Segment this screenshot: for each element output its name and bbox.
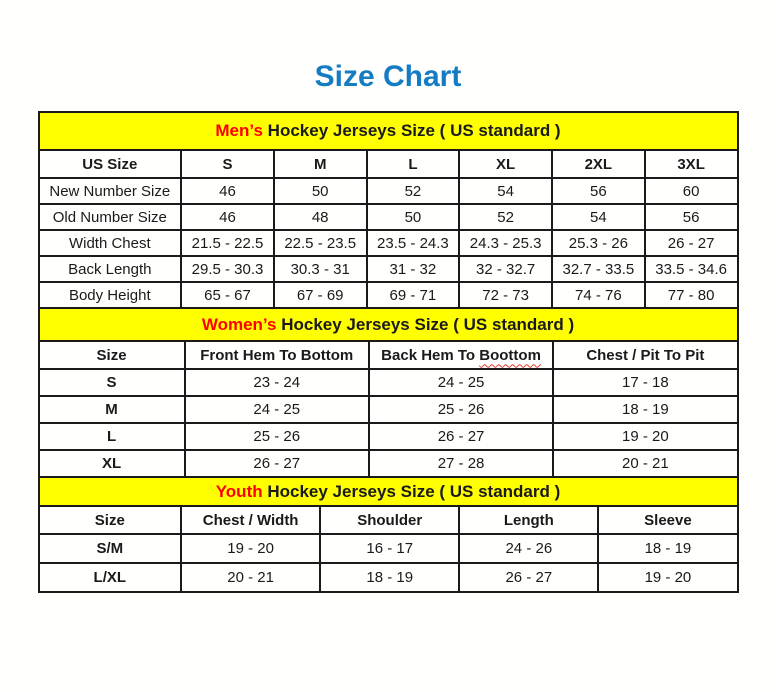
column-header-cell <box>369 341 553 369</box>
table-cell: 46 <box>181 178 274 204</box>
column-header-cell: 3XL <box>645 150 738 178</box>
row-label-cell: Width Chest <box>39 230 182 256</box>
womens-column-header-row <box>39 341 738 369</box>
page-title: Size Chart <box>314 60 462 93</box>
table-cell: 60 <box>645 178 738 204</box>
row-label-cell: M <box>39 396 185 423</box>
table-cell: 52 <box>459 204 552 230</box>
table-cell: 18 - 19 <box>598 534 737 563</box>
table-cell: 25.3 - 26 <box>552 230 645 256</box>
row-label-cell: New Number Size <box>39 178 182 204</box>
table-cell: 21.5 - 22.5 <box>181 230 274 256</box>
womens-size-table <box>38 307 739 478</box>
table-cell: 48 <box>274 204 367 230</box>
table-cell: 19 - 20 <box>181 534 320 563</box>
column-header-cell: Size <box>39 341 185 369</box>
table-row <box>39 534 738 563</box>
column-header-cell: Chest / Width <box>181 506 320 534</box>
table-row <box>39 230 738 256</box>
row-label-cell: Body Height <box>39 282 182 308</box>
column-header-cell: 2XL <box>552 150 645 178</box>
mens-size-table <box>38 111 739 309</box>
table-cell: 32 - 32.7 <box>459 256 552 282</box>
table-row <box>39 396 738 423</box>
column-header-cell: XL <box>459 150 552 178</box>
column-header-cell: S <box>181 150 274 178</box>
row-label-cell: L <box>39 423 185 450</box>
table-row <box>39 369 738 396</box>
mens-section-highlight: Men’s <box>215 121 263 140</box>
column-header-cell: Chest / Pit To Pit <box>553 341 737 369</box>
table-row <box>39 282 738 308</box>
column-header-cell: Sleeve <box>598 506 737 534</box>
table-cell: 18 - 19 <box>320 563 459 592</box>
table-cell: 69 - 71 <box>367 282 460 308</box>
table-cell: 65 - 67 <box>181 282 274 308</box>
mens-section-header-cell <box>39 112 738 150</box>
table-cell: 52 <box>367 178 460 204</box>
column-header-cell: Front Hem To Bottom <box>185 341 369 369</box>
row-label-cell: S/M <box>39 534 182 563</box>
column-header-cell: M <box>274 150 367 178</box>
mens-column-header-row <box>39 150 738 178</box>
table-cell: 50 <box>367 204 460 230</box>
table-cell: 20 - 21 <box>181 563 320 592</box>
column-header-cell: Size <box>39 506 182 534</box>
table-cell: 77 - 80 <box>645 282 738 308</box>
table-cell: 20 - 21 <box>553 450 737 477</box>
table-cell: 19 - 20 <box>598 563 737 592</box>
misspelled-word: Boottom <box>479 346 541 364</box>
column-header-cell: Length <box>459 506 598 534</box>
womens-section-title: Hockey Jerseys Size ( US standard ) <box>281 314 575 334</box>
table-cell: 32.7 - 33.5 <box>552 256 645 282</box>
size-chart <box>38 111 739 593</box>
table-cell: 74 - 76 <box>552 282 645 308</box>
table-cell: 18 - 19 <box>553 396 737 423</box>
table-cell: 24.3 - 25.3 <box>459 230 552 256</box>
table-cell: 54 <box>552 204 645 230</box>
table-cell: 16 - 17 <box>320 534 459 563</box>
womens-section-highlight: Women’s <box>201 314 277 334</box>
youth-column-header-row <box>39 506 738 534</box>
youth-section-title: Hockey Jerseys Size ( US standard ) <box>267 481 561 501</box>
column-header-text: Back Hem To <box>381 346 476 364</box>
table-cell: 19 - 20 <box>553 423 737 450</box>
table-cell: 31 - 32 <box>367 256 460 282</box>
table-cell: 24 - 25 <box>185 396 369 423</box>
table-row <box>39 178 738 204</box>
row-label-cell: XL <box>39 450 185 477</box>
mens-section-title: Hockey Jerseys Size ( US standard ) <box>267 121 561 140</box>
table-cell: 17 - 18 <box>553 369 737 396</box>
table-cell: 26 - 27 <box>369 423 553 450</box>
column-header-cell: US Size <box>39 150 182 178</box>
table-row <box>39 256 738 282</box>
table-cell: 29.5 - 30.3 <box>181 256 274 282</box>
table-cell: 26 - 27 <box>459 563 598 592</box>
table-cell: 24 - 25 <box>369 369 553 396</box>
table-cell: 23 - 24 <box>185 369 369 396</box>
table-cell: 56 <box>645 204 738 230</box>
table-row <box>39 423 738 450</box>
table-cell: 25 - 26 <box>185 423 369 450</box>
row-label-cell: Old Number Size <box>39 204 182 230</box>
table-cell: 27 - 28 <box>369 450 553 477</box>
table-row <box>39 563 738 592</box>
mens-section-header-row <box>39 112 738 150</box>
table-cell: 33.5 - 34.6 <box>645 256 738 282</box>
table-cell: 24 - 26 <box>459 534 598 563</box>
table-cell: 46 <box>181 204 274 230</box>
table-cell: 56 <box>552 178 645 204</box>
table-row <box>39 204 738 230</box>
table-row <box>39 450 738 477</box>
table-cell: 30.3 - 31 <box>274 256 367 282</box>
row-label-cell: S <box>39 369 185 396</box>
table-cell: 54 <box>459 178 552 204</box>
youth-section-header-cell <box>39 477 738 506</box>
table-cell: 26 - 27 <box>185 450 369 477</box>
youth-size-table <box>38 476 739 593</box>
row-label-cell: Back Length <box>39 256 182 282</box>
youth-section-highlight: Youth <box>215 481 263 501</box>
column-header-cell: Shoulder <box>320 506 459 534</box>
table-cell: 67 - 69 <box>274 282 367 308</box>
table-cell: 72 - 73 <box>459 282 552 308</box>
row-label-cell: L/XL <box>39 563 182 592</box>
womens-section-header-cell <box>39 308 738 341</box>
table-cell: 22.5 - 23.5 <box>274 230 367 256</box>
table-cell: 25 - 26 <box>369 396 553 423</box>
table-cell: 23.5 - 24.3 <box>367 230 460 256</box>
youth-section-header-row <box>39 477 738 506</box>
table-cell: 26 - 27 <box>645 230 738 256</box>
womens-section-header-row <box>39 308 738 341</box>
table-cell: 50 <box>274 178 367 204</box>
column-header-cell: L <box>367 150 460 178</box>
